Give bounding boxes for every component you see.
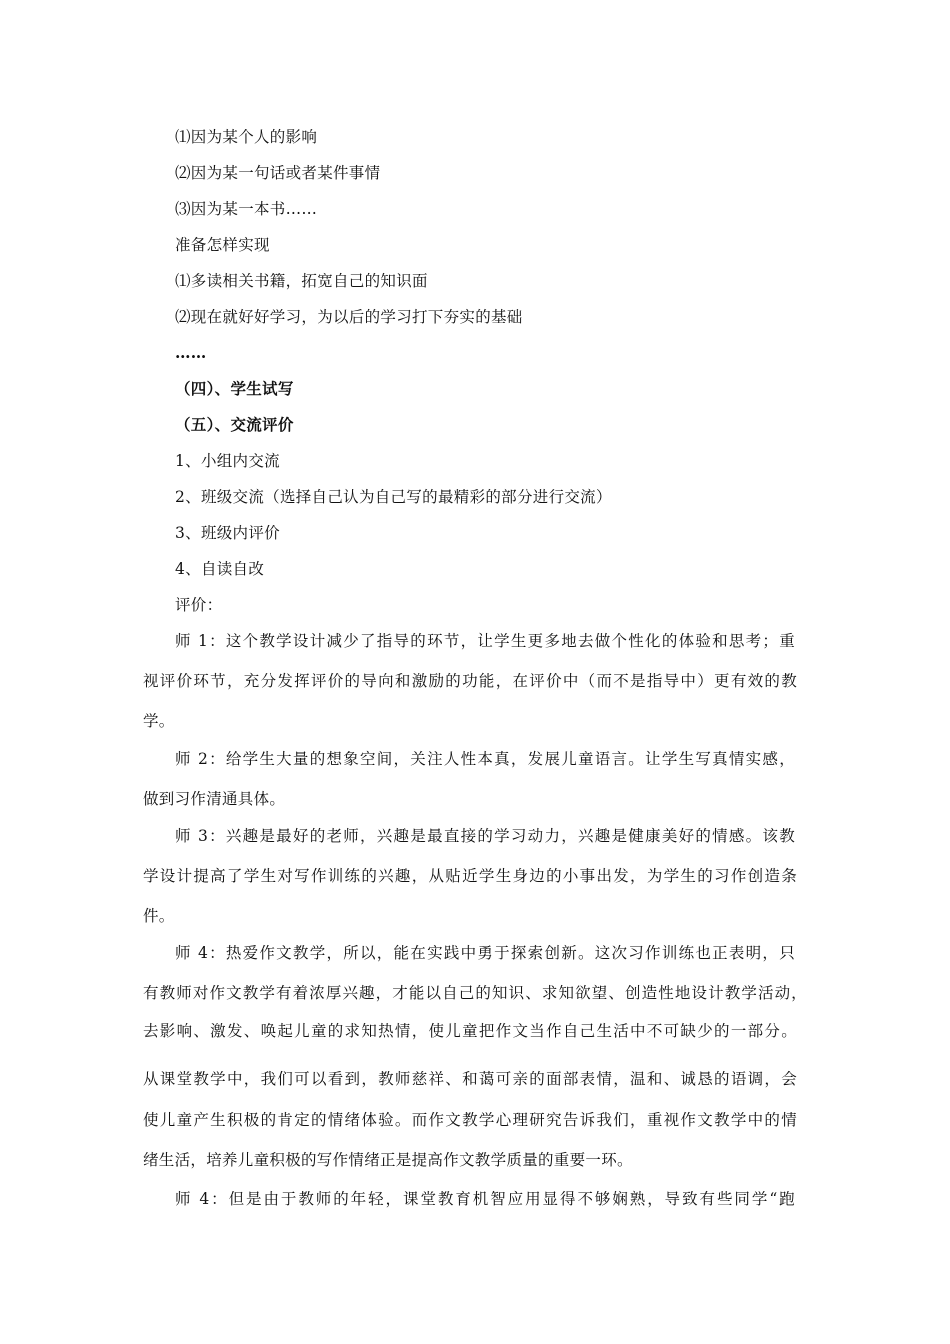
- section-heading-four: （四）、学生试写: [175, 379, 294, 398]
- comment-4-line-2: 有教师对作文教学有着浓厚兴趣，才能以自己的知识、求知欲望、创造性地设计教学活动，: [143, 984, 807, 1002]
- reason-item-2: ⑵因为某一句话或者某件事情: [175, 164, 381, 182]
- section-heading-five: （五）、交流评价: [175, 415, 294, 434]
- plan-item-2: ⑵现在就好好学习，为以后的学习打下夯实的基础: [175, 308, 523, 326]
- evaluation-label: 评价：: [175, 596, 223, 614]
- comment-4-line-3: 去影响、激发、唤起儿童的求知热情，使儿童把作文当作自己生活中不可缺少的一部分。: [143, 1022, 797, 1040]
- plan-heading: 准备怎样实现: [175, 236, 270, 254]
- exchange-item-4: 4、自读自改: [175, 560, 265, 578]
- comment-5-line-1: 师 4：但是由于教师的年轻，课堂教育机智应用显得不够娴熟，导致有些同学“跑: [175, 1190, 795, 1208]
- comment-4-line-1: 师 4：热爱作文教学，所以，能在实践中勇于探索创新。这次习作训练也正表明，只: [175, 944, 795, 962]
- comment-3-line-2: 学设计提高了学生对写作训练的兴趣，从贴近学生身边的小事出发，为学生的习作创造条: [143, 867, 797, 885]
- comment-4-line-6: 绪生活，培养儿童积极的写作情绪正是提高作文教学质量的重要一环。: [143, 1151, 633, 1169]
- comment-1-line-3: 学。: [143, 712, 175, 730]
- comment-2-line-1: 师 2：给学生大量的想象空间，关注人性本真，发展儿童语言。让学生写真情实感，: [175, 750, 795, 768]
- comment-4-line-4: 从课堂教学中，我们可以看到，教师慈祥、和蔼可亲的面部表情，温和、诚恳的语调，会: [143, 1070, 797, 1088]
- comment-3-line-1: 师 3：兴趣是最好的老师，兴趣是最直接的学习动力，兴趣是健康美好的情感。该教: [175, 827, 795, 845]
- comment-4-line-5: 使儿童产生积极的肯定的情绪体验。而作文教学心理研究告诉我们，重视作文教学中的情: [143, 1111, 797, 1129]
- comment-2-line-2: 做到习作清通具体。: [143, 790, 286, 808]
- comment-1-line-2: 视评价环节，充分发挥评价的导向和激励的功能，在评价中（而不是指导中）更有效的教: [143, 672, 797, 690]
- comment-1-line-1: 师 1：这个教学设计减少了指导的环节，让学生更多地去做个性化的体验和思考；重: [175, 632, 795, 650]
- exchange-item-1: 1、小组内交流: [175, 452, 280, 470]
- exchange-item-2: 2、班级交流（选择自己认为自己写的最精彩的部分进行交流）: [175, 488, 612, 506]
- comment-3-line-3: 件。: [143, 907, 175, 925]
- ellipsis-line: ……: [175, 343, 207, 362]
- plan-item-1: ⑴多读相关书籍，拓宽自己的知识面: [175, 272, 428, 290]
- exchange-item-3: 3、班级内评价: [175, 524, 280, 542]
- reason-item-1: ⑴因为某个人的影响: [175, 128, 318, 146]
- reason-item-3: ⑶因为某一本书……: [175, 200, 318, 218]
